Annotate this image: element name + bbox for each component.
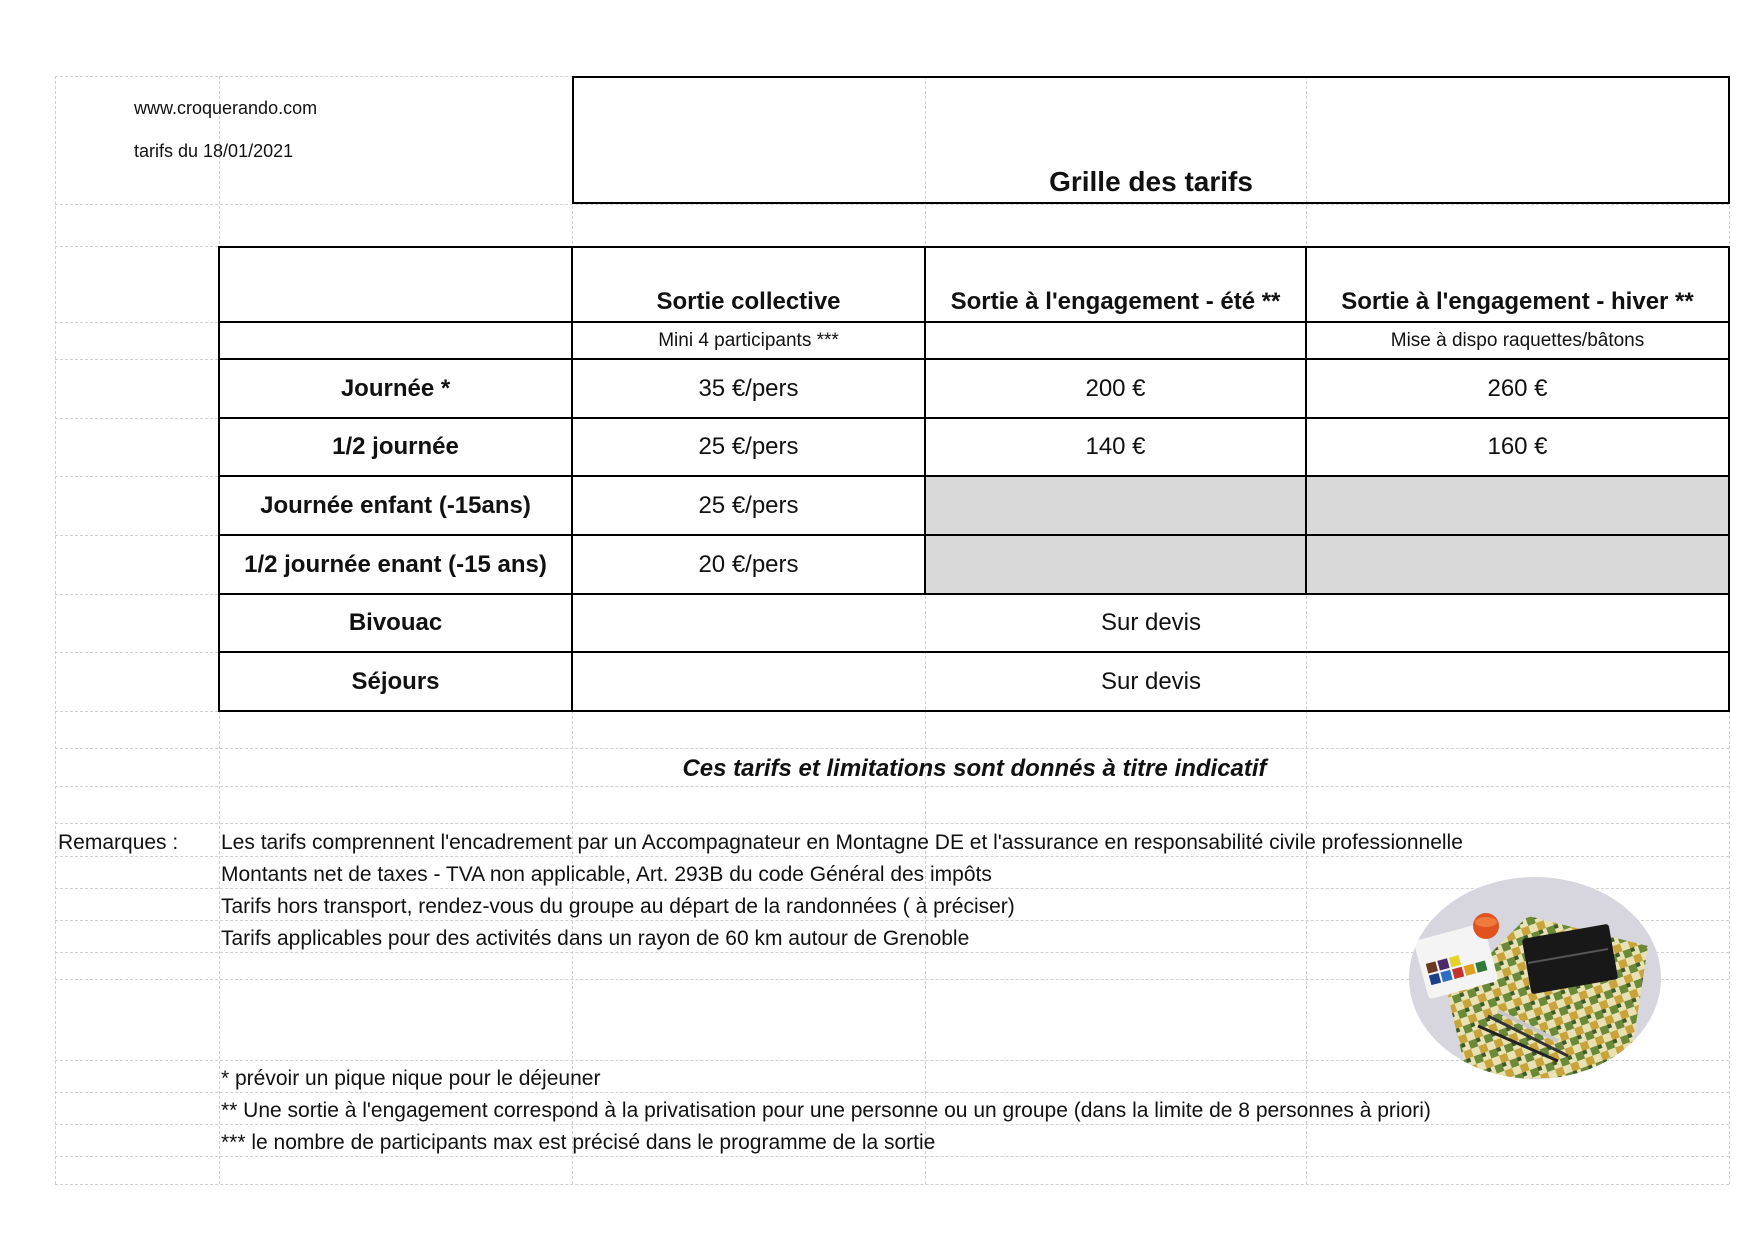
remark-item: Les tarifs comprennent l'encadrement par un Accompagnateur en Montagne DE et l'assurance en responsabilité civile professionnelle [221,831,1463,854]
row-label-journee: Journée * [340,374,451,402]
remark-item: Montants net de taxes - TVA non applicable, Art. 293B du code Général des impôts [221,863,992,886]
subheader-summer [925,323,1306,359]
row-label-demi-journee: 1/2 journée [332,433,459,460]
remarks-label: Remarques : [58,831,179,854]
subheader-collective: Mini 4 participants *** [658,330,839,351]
price-cell: 35 €/pers [698,374,799,402]
row-label-sejours: Séjours [351,667,440,695]
subheader-winter: Mise à dispo raquettes/bâtons [1390,330,1645,351]
footnote: *** le nombre de participants max est précisé dans le programme de la sortie [221,1131,936,1154]
watercolor-kit-photo [1408,876,1662,1080]
merged-price-cell: Sur devis [1100,609,1202,636]
footnote: * prévoir un pique nique pour le déjeuner [221,1067,601,1090]
website-url: www.croquerando.com [134,98,318,118]
row-label-bivouac: Bivouac [348,609,443,636]
remark-item: Tarifs hors transport, rendez-vous du groupe au départ de la randonnées ( à préciser) [221,895,1015,918]
price-cell: 25 €/pers [698,433,799,460]
merged-price-cell: Sur devis [1100,667,1202,695]
price-cell: 25 €/pers [698,491,799,519]
col-header-collective: Sortie collective [656,288,841,315]
col-header-summer: Sortie à l'engagement - été ** [950,288,1281,315]
row-label-demi-journee-enfant: 1/2 journée enant (-15 ans) [244,550,547,578]
row-label-journee-enfant: Journée enfant (-15ans) [260,491,531,519]
col-header-winter: Sortie à l'engagement - hiver ** [1341,288,1694,315]
price-cell: 160 € [1487,433,1548,460]
page-title: Grille des tarifs [1049,166,1253,197]
disclaimer: Ces tarifs et limitations sont donnés à titre indicatif [682,755,1267,782]
tariff-date: tarifs du 18/01/2021 [134,141,294,161]
footnote: ** Une sortie à l'engagement correspond à la privatisation pour une personne ou un groupe (dans la limite de 8 personnes à priori) [221,1099,1431,1122]
price-cell: 200 € [1085,374,1146,402]
price-cell: 140 € [1085,433,1146,460]
price-cell: 260 € [1487,374,1548,402]
remark-item: Tarifs applicables pour des activités dans un rayon de 60 km autour de Grenoble [221,927,970,950]
price-cell: 20 €/pers [698,550,799,578]
